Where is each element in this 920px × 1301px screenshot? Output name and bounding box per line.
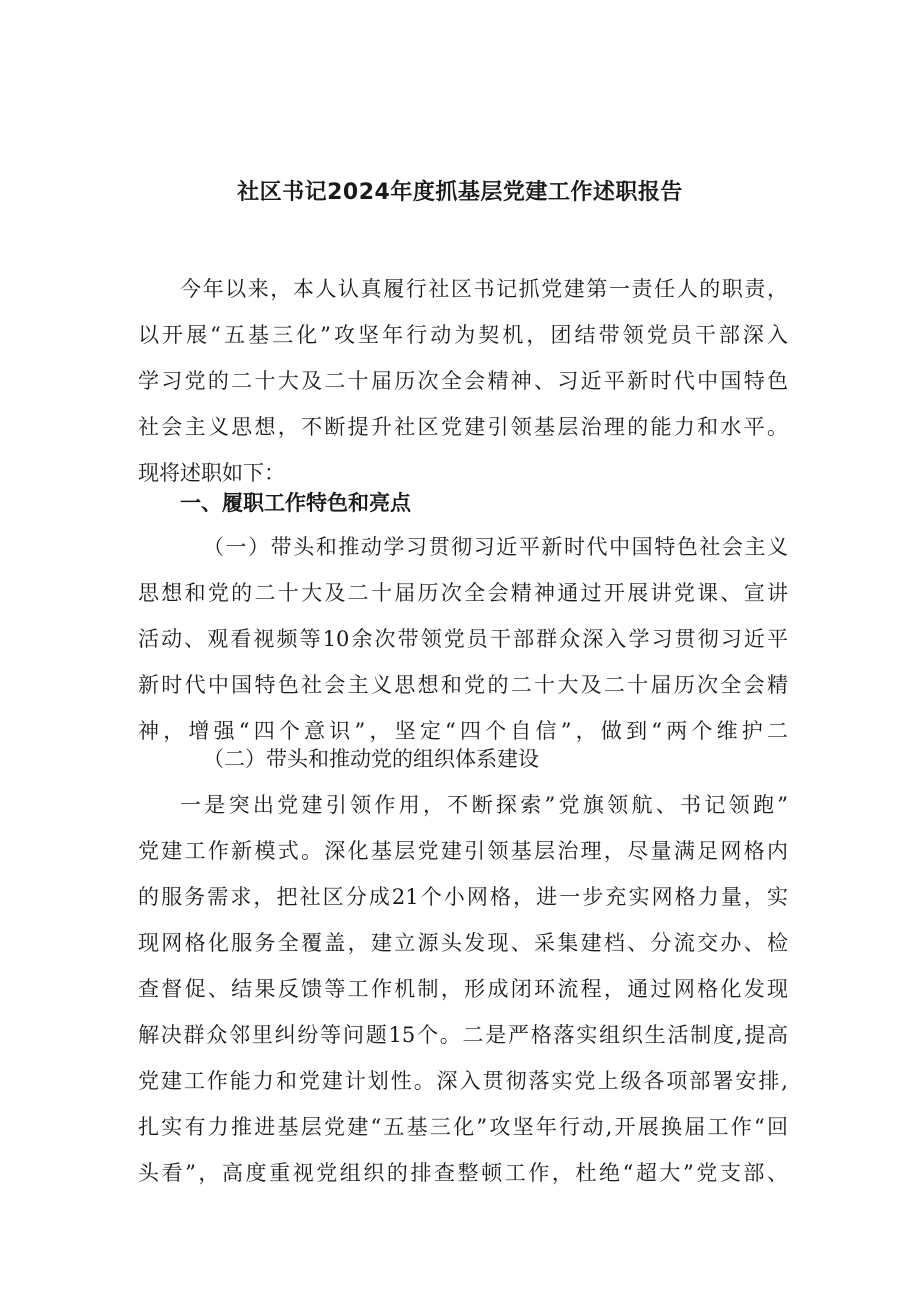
sub1-line: （一）带头和推动学习贯彻习近平新时代中国特色社会主义 xyxy=(203,535,788,559)
intro-line: 社会主义思想，不断提升社区党建引领基层治理的能力和水平。 xyxy=(138,415,788,439)
sub1-line: 新时代中国特色社会主义思想和党的二十大及二十届历次全会精 xyxy=(138,673,788,697)
sub2-line: 现网格化服务全覆盖，建立源头发现、采集建档、分流交办、检 xyxy=(138,931,788,955)
intro-line: 学习党的二十大及二十届历次全会精神、习近平新时代中国特色 xyxy=(138,369,788,393)
sub2-line: 查督促、结果反馈等工作机制，形成闭环流程，通过网格化发现 xyxy=(138,977,788,1001)
sub2-line: 解决群众邻里纠纷等问题15个。二是严格落实组织生活制度,提高 xyxy=(138,1023,788,1047)
section-heading: 一、履职工作特色和亮点 xyxy=(180,491,411,515)
sub2-line: 党建工作能力和党建计划性。深入贯彻落实党上级各项部署安排, xyxy=(138,1069,788,1093)
sub2-line: 扎实有力推进基层党建“五基三化”攻坚年行动,开展换届工作“回 xyxy=(138,1115,788,1139)
intro-line: 以开展“五基三化”攻坚年行动为契机，团结带领党员干部深入 xyxy=(138,323,788,347)
sub1-line: 活动、观看视频等10余次带领党员干部群众深入学习贯彻习近平 xyxy=(138,627,788,651)
sub1-line: 神，增强“四个意识”，坚定“四个自信”，做到“两个维护二 xyxy=(138,719,788,743)
sub2-line: 头看”，高度重视党组织的排查整顿工作，杜绝“超大”党支部、 xyxy=(138,1161,788,1185)
sub1-line: 思想和党的二十大及二十届历次全会精神通过开展讲党课、宣讲 xyxy=(138,581,788,605)
subsection-heading: （二）带头和推动党的组织体系建设 xyxy=(203,747,539,771)
document-title: 社区书记2024年度抓基层党建工作述职报告 xyxy=(237,180,683,205)
sub2-line: 一是突出党建引领作用，不断探索”党旗领航、书记领跑” xyxy=(180,793,788,817)
intro-line: 现将述职如下： xyxy=(138,461,285,485)
sub2-line: 党建工作新模式。深化基层党建引领基层治理，尽量满足网格内 xyxy=(138,839,788,863)
intro-line: 今年以来，本人认真履行社区书记抓党建第一责任人的职责， xyxy=(180,277,788,301)
sub2-line: 的服务需求，把社区分成21个小网格，进一步充实网格力量，实 xyxy=(138,885,788,909)
